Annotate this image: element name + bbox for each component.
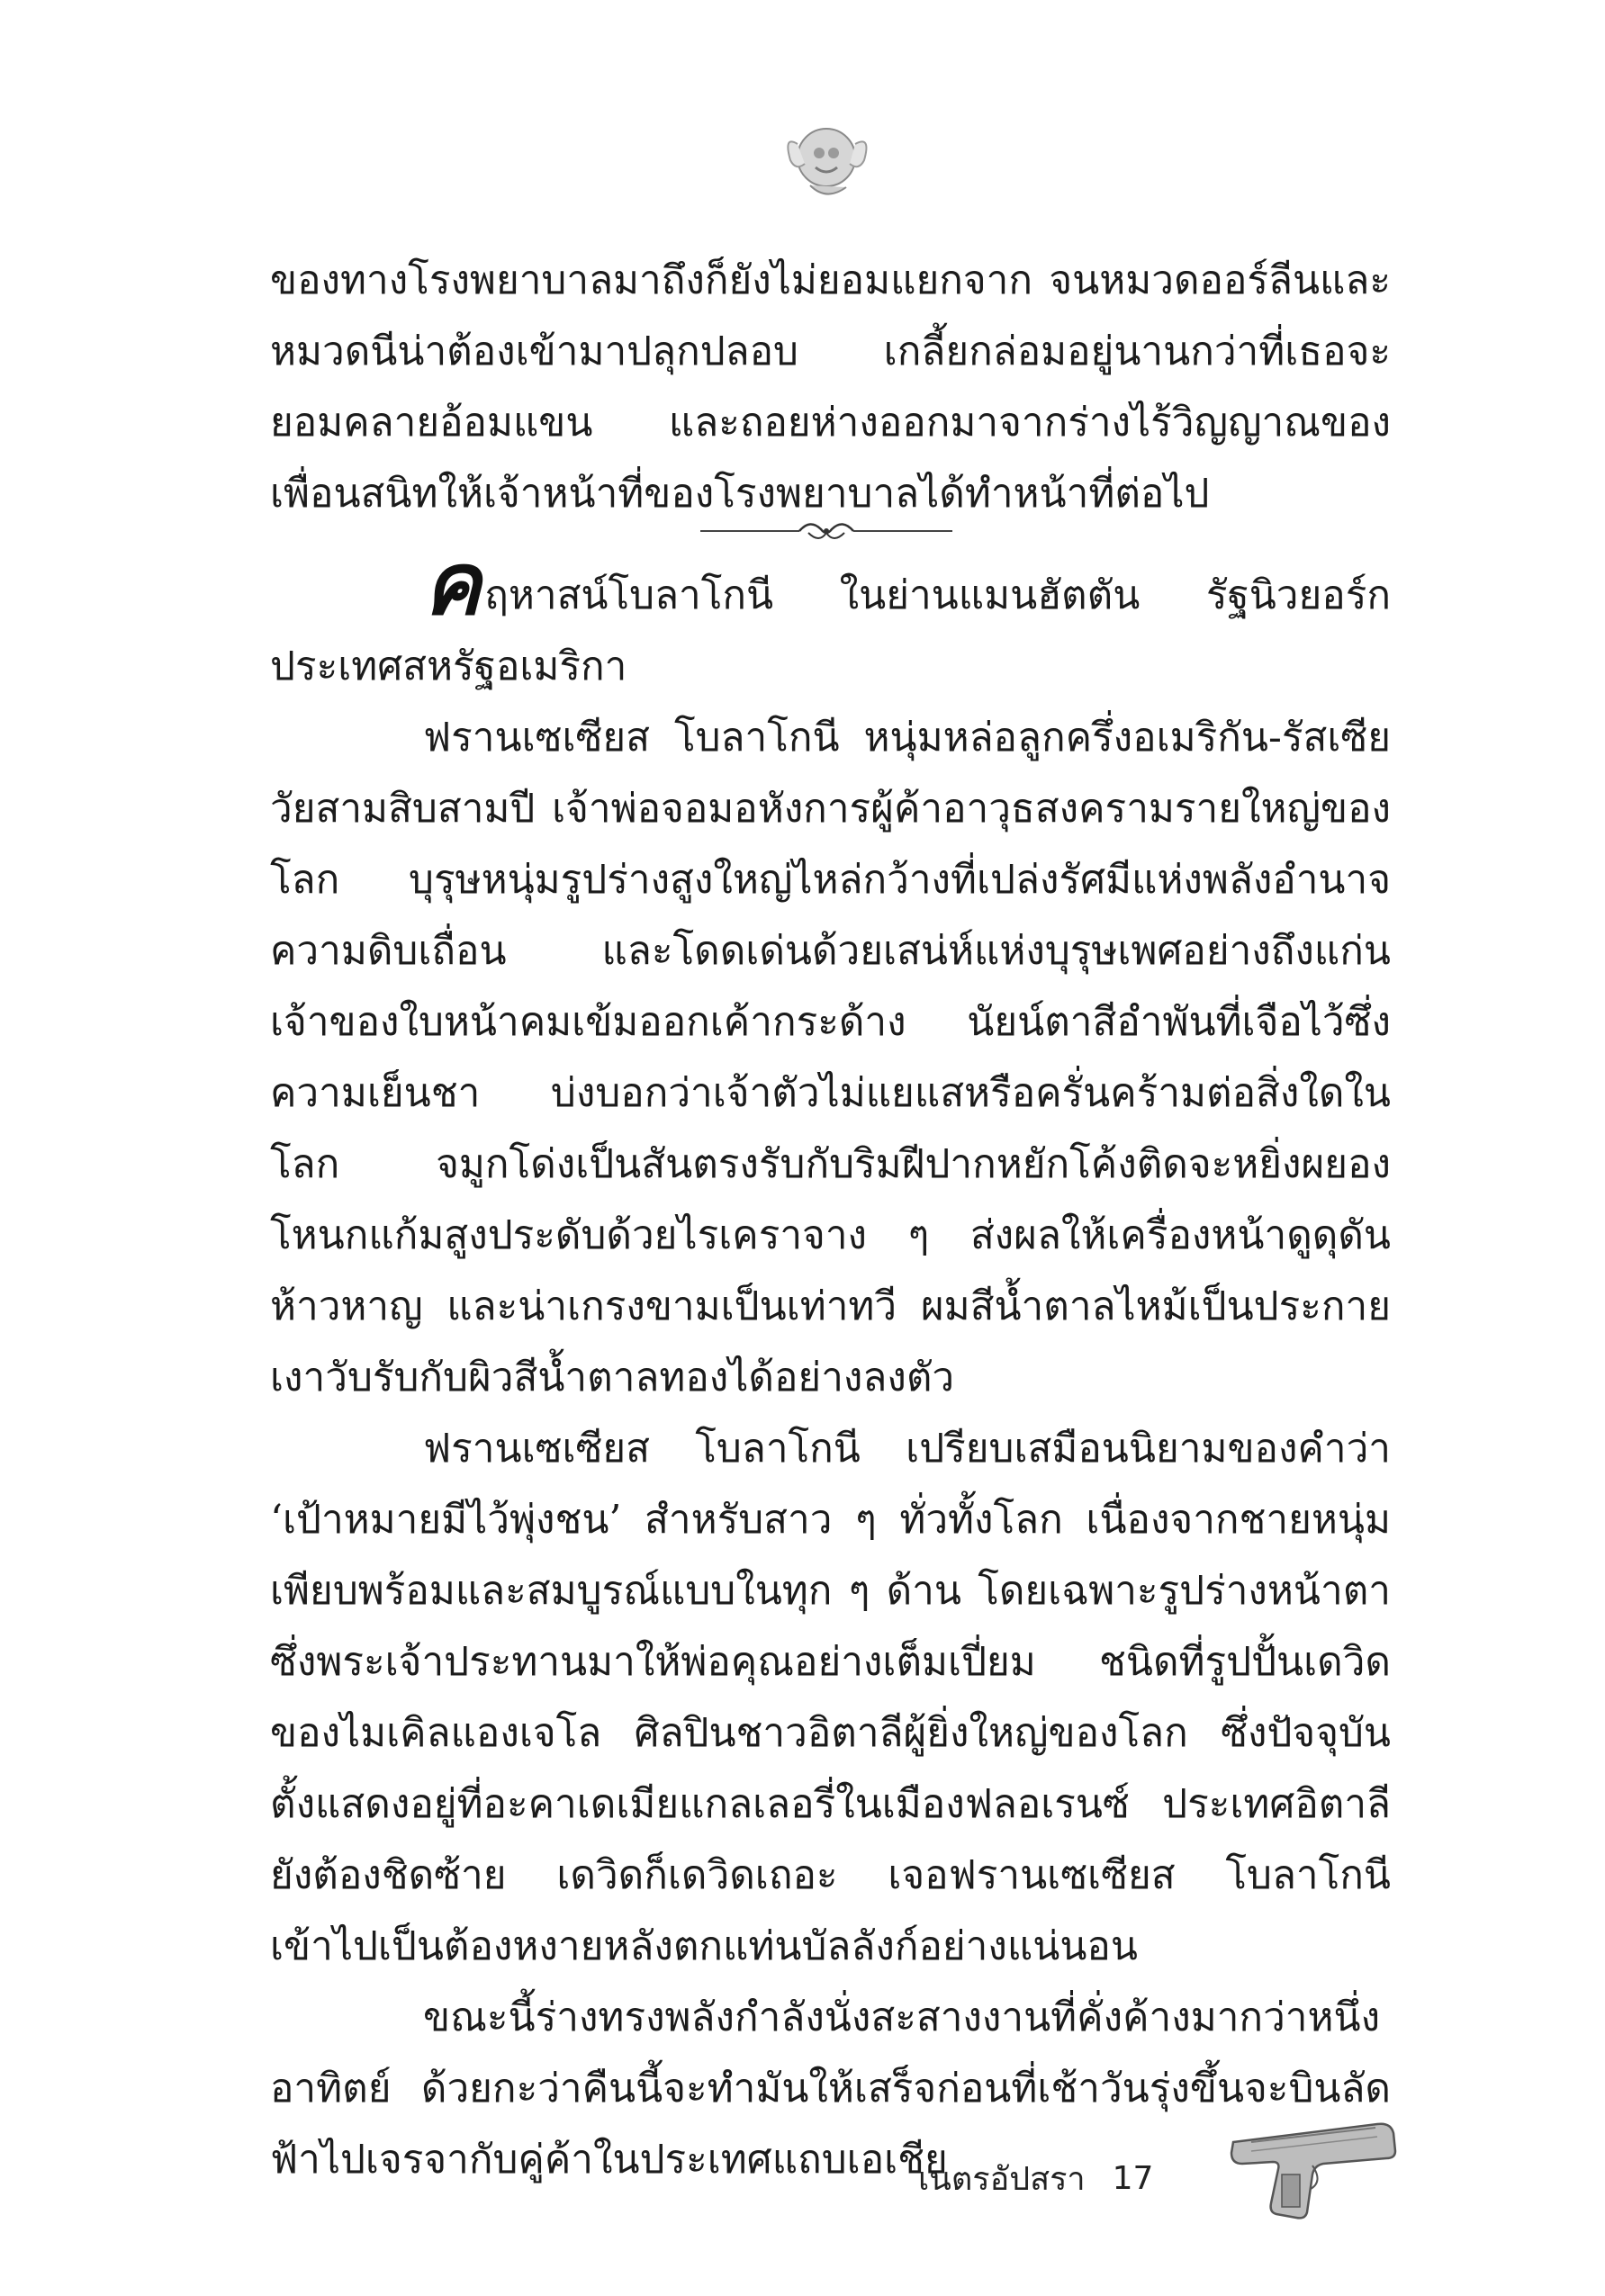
book-title: เนตรอัปสรา (918, 2160, 1086, 2198)
body-paragraph: ฟรานเซเซียส โบลาโกนี เปรียบเสมือนนิยามของคำว่า ‘เป้าหมายมีไว้พุ่งชน’ สำหรับสาว ๆ ทั่วทั้งโลก เนื่องจากชายหนุ่มเพียบพร้อมและสมบูรณ์แบบในทุก ๆ ด้าน โดยเฉพาะรูปร่างหน้าตาซึ่งพระเจ้าประทานมาให้พ่อคุณอย่างเต็มเปี่ยม ชนิดที่รูปปั้นเดวิดของไมเคิลแองเจโล ศิลปินชาวอิตาลีผู้ยิ่งใหญ่ของโลก ซึ่งปัจจุบันตั้งแสดงอยู่ที่อะคาเดเมียแกลเลอรี่ในเมืองฟลอเรนซ์ ประเทศอิตาลี ยังต้องชิดซ้าย เดวิดก็เดวิดเถอะ เจอฟรานเซเซียส โบลาโกนี เข้าไปเป็นต้องหงายหลังตกแท่นบัลลังก์อย่างแน่นอน (270, 1426, 1391, 1969)
pistol-icon (1224, 2106, 1404, 2223)
page-footer (918, 2151, 1153, 2205)
page-number: 17 (1112, 2159, 1154, 2197)
opening-text: ฤหาสน์โบลาโกนี ในย่านแมนฮัตตัน รัฐนิวยอร์ก ประเทศสหรัฐอเมริกา (270, 572, 1391, 689)
flourish-divider-icon (691, 511, 961, 547)
cherub-ornament-icon (774, 108, 882, 207)
body-paragraph: ฟรานเซเซียส โบลาโกนี หนุ่มหล่อลูกครึ่งอเมริกัน-รัสเซีย วัยสามสิบสามปี เจ้าพ่อจอมอหังการผู้ค้าอาวุธสงครามรายใหญ่ของโลก บุรุษหนุ่มรูปร่างสูงใหญ่ไหล่กว้างที่เปล่งรัศมีแห่งพลังอำนาจ ความดิบเถื่อน และโดดเด่นด้วยเสน่ห์แห่งบุรุษเพศอย่างถึงแก่น เจ้าของใบหน้าคมเข้มออกเค้ากระด้าง นัยน์ตาสีอำพันที่เจือไว้ซึ่งความเย็นชา บ่งบอกว่าเจ้าตัวไม่แยแสหรือครั่นคร้ามต่อสิ่งใดในโลก จมูกโด่งเป็นสันตรงรับกับริมฝีปากหยักโค้งติดจะหยิ่งผยอง โหนกแก้มสูงประดับด้วยไรเคราจาง ๆ ส่งผลให้เครื่องหน้าดูดุดัน ห้าวหาญ และน่าเกรงขามเป็นเท่าทวี ผมสีน้ำตาลไหม้เป็นประกายเงาวับรับกับผิวสีน้ำตาลทองได้อย่างลงตัว (270, 715, 1391, 1400)
continuation-paragraph (270, 245, 1391, 529)
continuation-text: ของทางโรงพยาบาลมาถึงก็ยังไม่ยอมแยกจาก จนหมวดออร์ลีนและหมวดนีน่าต้องเข้ามาปลุกปลอบ เกลี้ยกล่อมอยู่นานกว่าที่เธอจะยอมคลายอ้อมแขน และถอยห่างออกมาจากร่างไร้วิญญาณของเพื่อนสนิทให้เจ้าหน้าที่ของโรงพยาบาลได้ทำหน้าที่ต่อไป (270, 257, 1391, 517)
body-paragraph: ขณะนี้ร่างทรงพลังกำลังนั่งสะสางงานที่คั่งค้างมากว่าหนึ่งอาทิตย์ ด้วยกะว่าคืนนี้จะทำมันให้เสร็จก่อนที่เช้าวันรุ่งขึ้นจะบินลัดฟ้าไปเจรจากับคู่ค้าในประเทศแถบเอเชีย (270, 1994, 1391, 2183)
section-body (270, 534, 1391, 2195)
drop-cap: ค (423, 534, 482, 635)
section-opening (270, 534, 1391, 702)
